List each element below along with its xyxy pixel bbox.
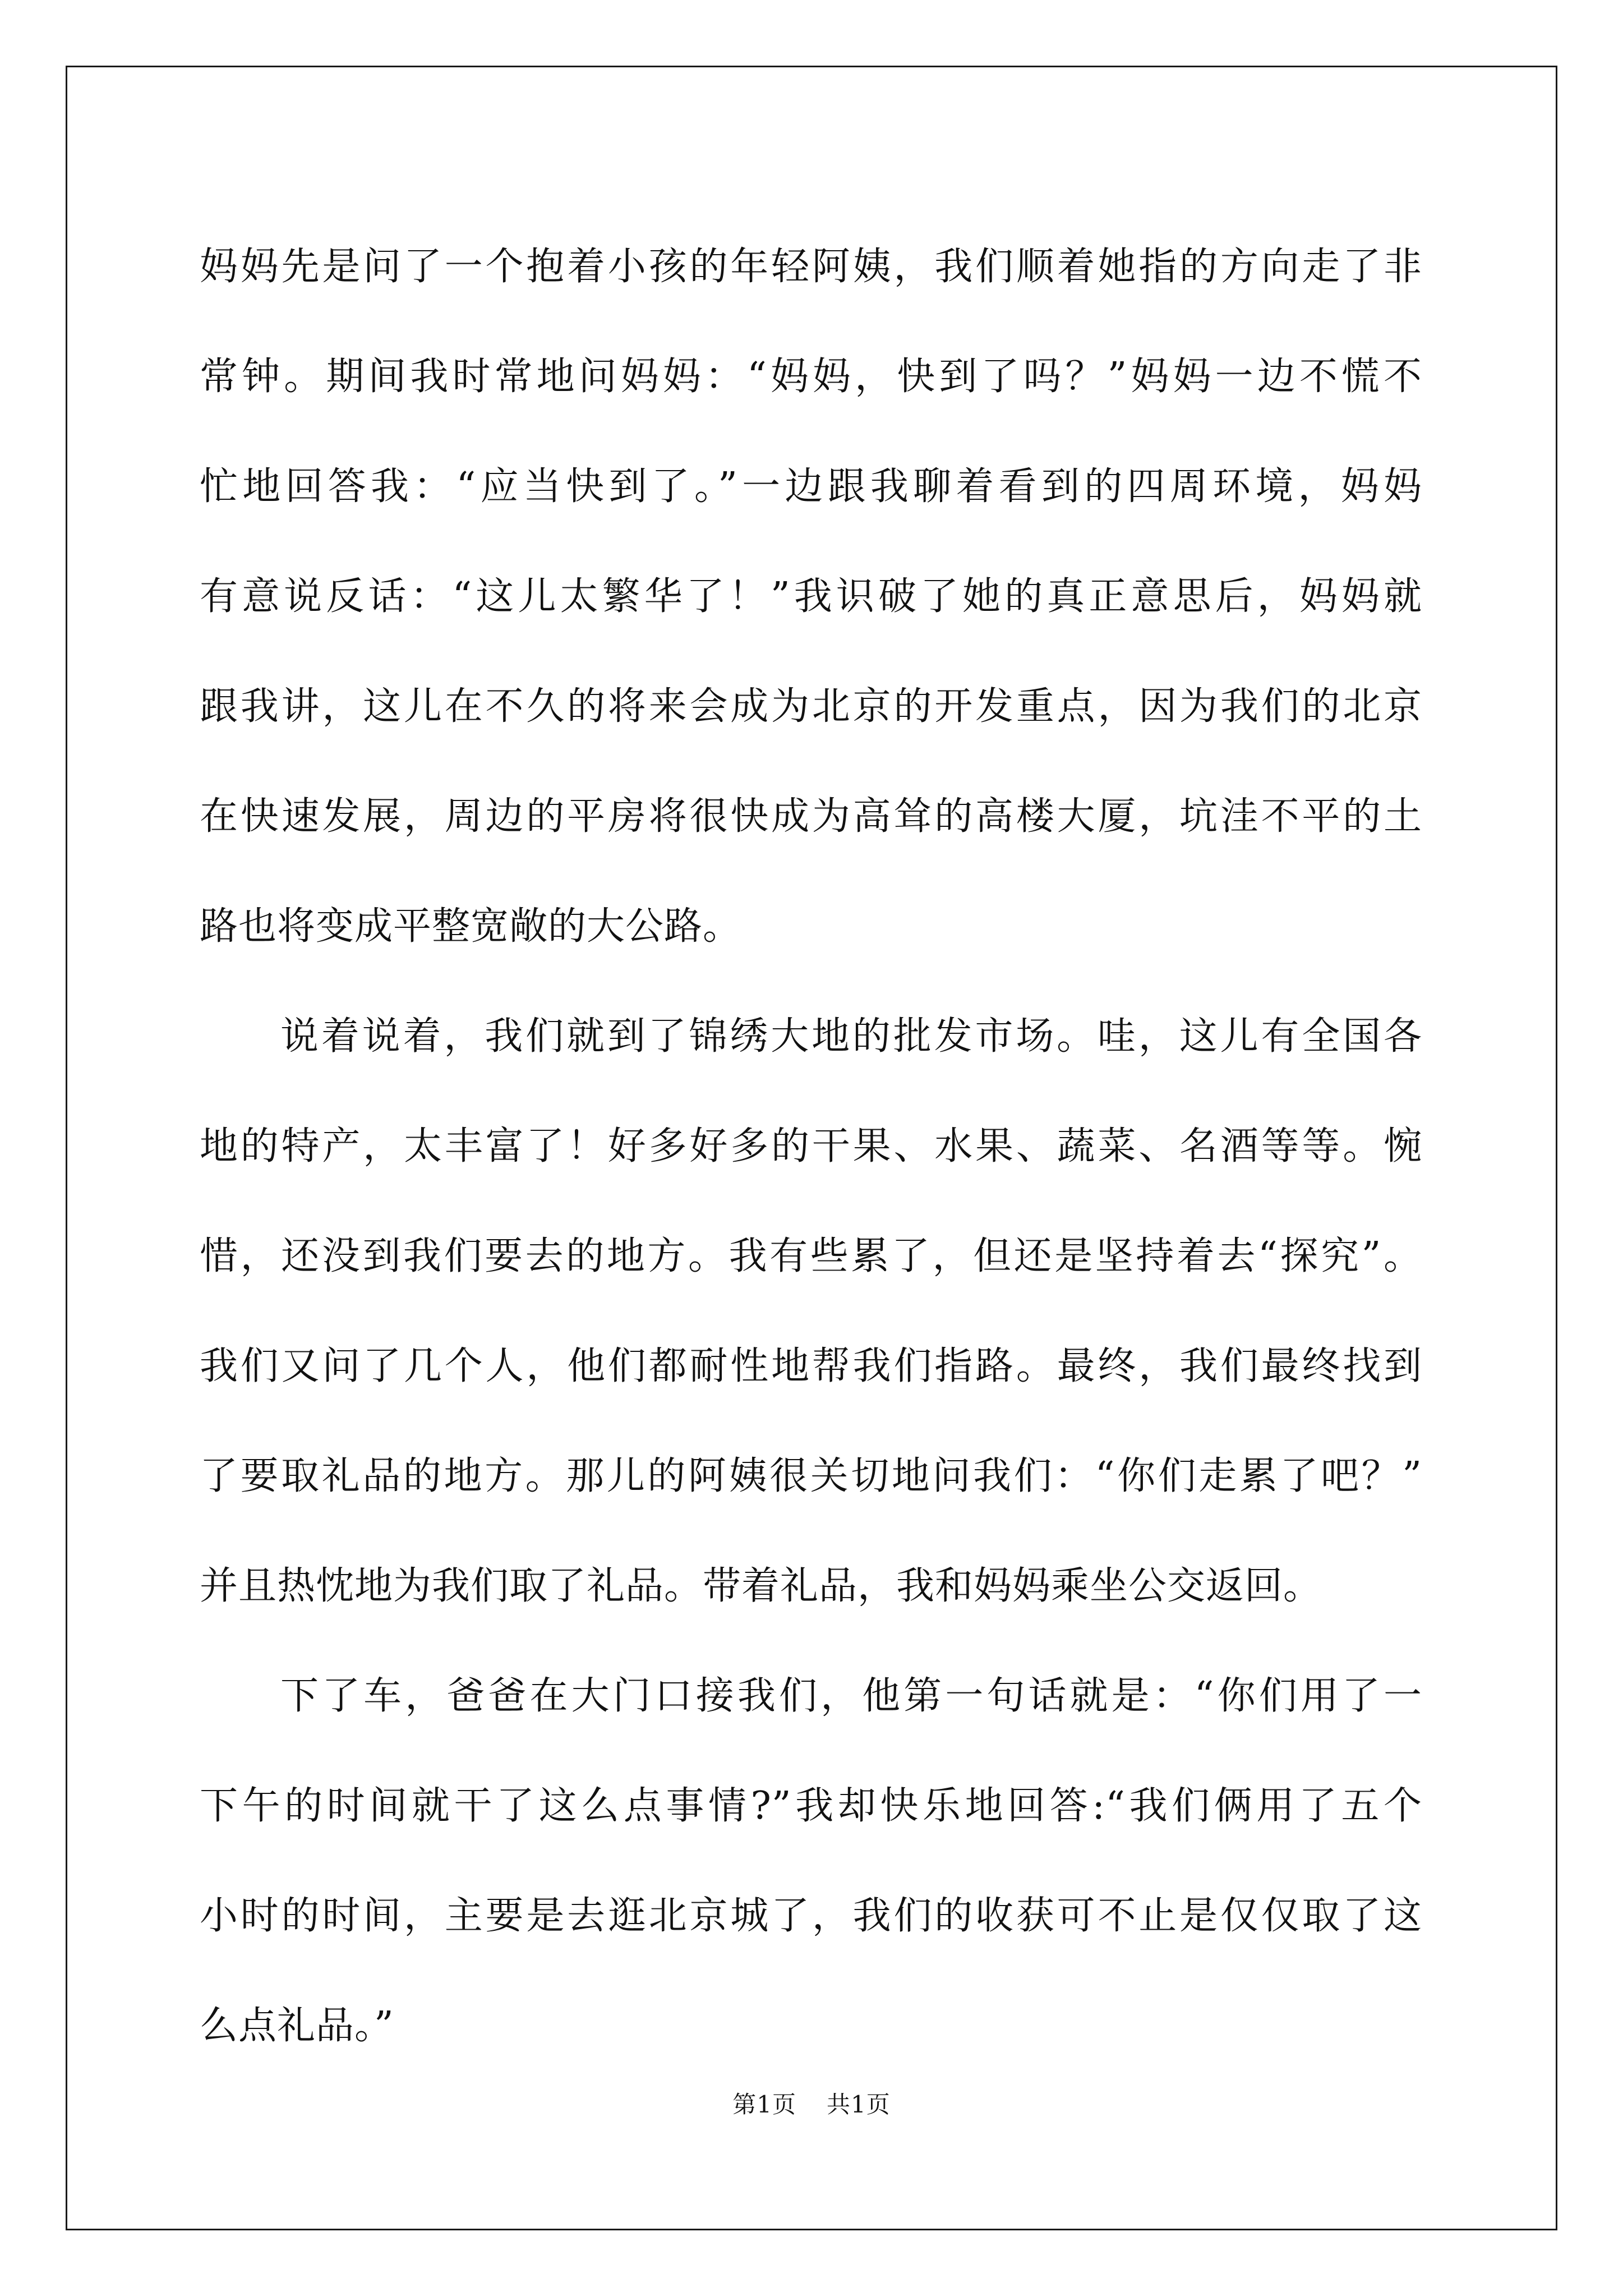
text-line: 忙地回答我：“应当快到了。”一边跟我聊着看到的四周环境，妈妈: [200, 464, 1422, 509]
text-line: 跟我讲，这儿在不久的将来会成为北京的开发重点，因为我们的北京: [200, 684, 1422, 729]
text-line: 我们又问了几个人，他们都耐性地帮我们指路。最终，我们最终找到: [200, 1344, 1422, 1388]
paragraph-2: [200, 982, 1422, 1641]
text-line: 么点礼品。”: [200, 2004, 394, 2048]
page-footer: [0, 2088, 1623, 2122]
text-line: 惜，还没到我们要去的地方。我有些累了，但还是坚持着去“探究”。: [200, 1234, 1422, 1278]
text-line: 小时的时间，主要是去逛北京城了，我们的收获可不止是仅仅取了这: [200, 1894, 1422, 1938]
text-line-indented: 说着说着，我们就到了锦绣大地的批发市场。哇，这儿有全国各: [280, 1014, 1422, 1059]
text-line: 在快速发展，周边的平房将很快成为高耸的高楼大厦，坑洼不平的土: [200, 794, 1422, 839]
text-line-indented: 下了车，爸爸在大门口接我们，他第一句话就是：“你们用了一: [280, 1674, 1422, 1718]
text-line: 有意说反话：“这儿太繁华了！”我识破了她的真正意思后，妈妈就: [200, 574, 1422, 619]
page-number: 第1页: [732, 2091, 796, 2118]
text-line: 地的特产，太丰富了！好多好多的干果、水果、蔬菜、名酒等等。惋: [200, 1124, 1422, 1168]
text-line: 妈妈先是问了一个抱着小孩的年轻阿姨，我们顺着她指的方向走了非: [200, 245, 1422, 289]
text-line: 并且热忱地为我们取了礼品。带着礼品，我和妈妈乘坐公交返回。: [200, 1564, 1322, 1608]
text-line: 路也将变成平整宽敞的大公路。: [200, 904, 742, 949]
text-line: 下午的时间就干了这么点事情?”我却快乐地回答:“我们俩用了五个: [200, 1784, 1422, 1828]
text-line: 了要取礼品的地方。那儿的阿姨很关切地问我们：“你们走累了吧？”: [200, 1454, 1422, 1498]
paragraph-3: [200, 1641, 1422, 2081]
paragraph-1: [200, 212, 1422, 982]
page-total: 共1页: [827, 2091, 891, 2118]
document-body: [200, 212, 1422, 2081]
text-line: 常钟。期间我时常地问妈妈：“妈妈，快到了吗？”妈妈一边不慌不: [200, 355, 1422, 399]
